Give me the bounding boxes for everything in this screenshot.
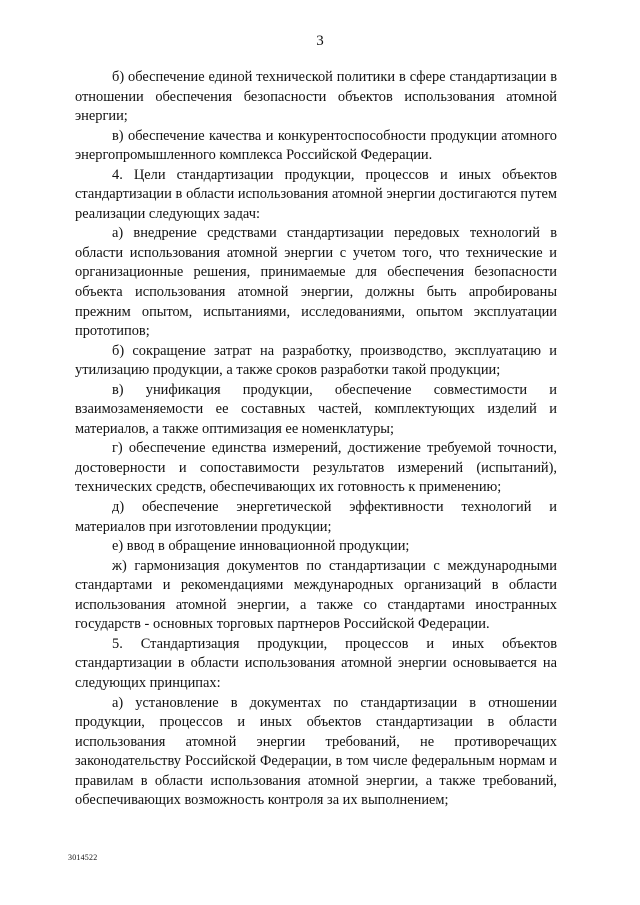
paragraph-d-energy-efficiency: д) обеспечение энергетической эффективности технологий и материалов при изготовлении продукции;: [75, 499, 557, 535]
paragraph-b-unified-policy: б) обеспечение единой технической политики в сфере стандартизации в отношении обеспечения безопасности объектов использования атомной энергии;: [75, 69, 557, 125]
paragraph-4-goals: 4. Цели стандартизации продукции, процессов и иных объектов стандартизации в области использования атомной энергии достигаются путем реализации следующих задач:: [75, 166, 557, 222]
paragraph-g-measurements: г) обеспечение единства измерений, достижение требуемой точности, достоверности и сопоставимости результатов измерений (испытаний), технических средств, обеспечивающих их готовность к применению;: [75, 440, 557, 496]
paragraph-5-principles: 5. Стандартизация продукции, процессов и иных объектов стандартизации в области использования атомной энергии основывается на следующих принципах:: [75, 635, 557, 691]
document-code: 3014522: [68, 853, 98, 862]
paragraph-a-technologies: а) внедрение средствами стандартизации передовых технологий в области использования атомной энергии с учетом того, что технические и организационные решения, принимаемые для обеспечения безопасности объекта использования атомной энергии, должны быть апробированы прежним опытом, испытаниями, исследованиями, опытом эксплуатации прототипов;: [75, 225, 557, 340]
paragraph-v-unification: в) унификация продукции, обеспечение совместимости и взаимозаменяемости ее составных частей, комплектующих изделий и материалов, а также оптимизация ее номенклатуры;: [75, 381, 557, 437]
paragraph-b-cost-reduction: б) сокращение затрат на разработку, производство, эксплуатацию и утилизацию продукции, а также сроков разработки такой продукции;: [75, 342, 557, 379]
page-number: 3: [316, 33, 324, 49]
paragraph-e-innovation: е) ввод в обращение инновационной продукции;: [112, 538, 410, 555]
document-body: [75, 68, 557, 811]
paragraph-zh-harmonization: ж) гармонизация документов по стандартизации с международными стандартами и рекомендациями международных организаций в области использования атомной энергии, а также со стандартами иностранных государств - основных торговых партнеров Российской Федерации.: [75, 557, 557, 633]
paragraph-a-requirements: а) установление в документах по стандартизации в отношении продукции, процессов и иных объектов стандартизации в области использования атомной энергии требований, не противоречащих законодательству Российской Федерации, в том числе федеральным нормам и правилам в области использования атомной энергии, а также требований, обеспечивающих возможность контроля за их выполнением;: [75, 694, 557, 809]
paragraph-v-quality: в) обеспечение качества и конкурентоспособности продукции атомного энергопромышленного комплекса Российской Федерации.: [75, 127, 557, 164]
